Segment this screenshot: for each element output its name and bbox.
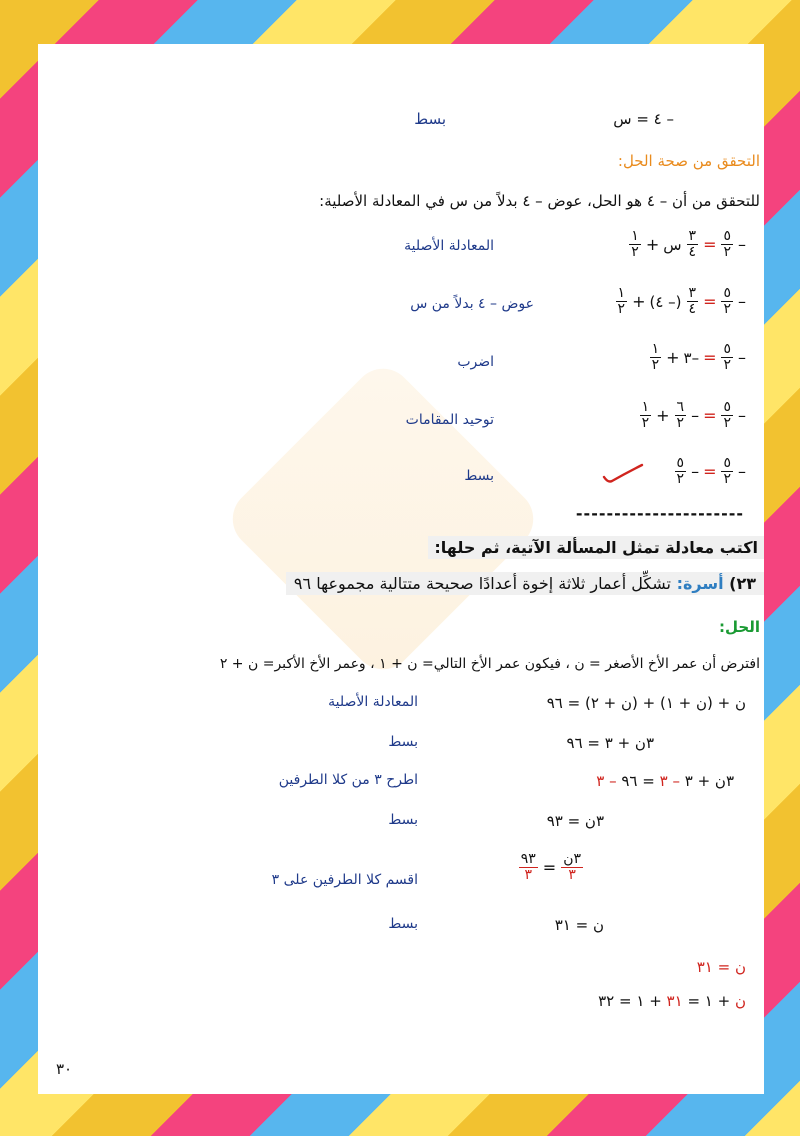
step-label: بسط	[414, 110, 446, 128]
verify-step-2-label: عوض – ٤ بدلاً من س	[410, 296, 534, 312]
background-watermark	[220, 356, 545, 681]
verify-step-1-equation: $\frac{١}{٢}$ + س $\frac{٣}{٤}$ = $\frac{٥}{٢}$ –	[631, 228, 746, 261]
verify-step-3-label: اضرب	[457, 354, 494, 370]
solution-step-4-equation: ٣ن = ٩٣	[546, 812, 604, 830]
result-equation: – ٤ = س	[613, 110, 674, 128]
separator-dashes: ----------------------	[575, 504, 744, 523]
verify-intro: للتحقق من أن – ٤ هو الحل، عوض – ٤ بدلاً من س في المعادلة الأصلية:	[319, 192, 760, 210]
verify-step-5-label: بسط	[464, 468, 494, 484]
assumption-text: افترض أن عمر الأخ الأصغر = ن ، فيكون عمر الأخ التالي= ن + ١ ، وعمر الأخ الأكبر= ن + ٢	[219, 656, 760, 672]
verify-step-4-equation: $\frac{١}{٢}$ + $\frac{٦}{٢}$ – = $\frac{٥}{٢}$ –	[641, 399, 746, 432]
final-answer: ن = ٣١	[696, 958, 746, 976]
verify-step-4-label: توحيد المقامات	[405, 412, 494, 428]
solution-step-2-label: بسط	[388, 734, 418, 750]
solution-step-5-equation: $\frac{\text{٣ن}}{٣}$ = $\frac{٩٣}{٣}$	[520, 851, 581, 884]
solution-step-4-label: بسط	[388, 812, 418, 828]
checkmark-icon	[600, 459, 644, 485]
problem-topic: أسرة:	[676, 574, 724, 593]
verify-step-3-equation: $\frac{١}{٢}$ + –٣ = $\frac{٥}{٢}$ –	[651, 341, 746, 374]
verify-step-5-equation: $\frac{٥}{٢}$ – = $\frac{٥}{٢}$ –	[600, 456, 746, 488]
verify-step-2-equation: $\frac{١}{٢}$ + (– ٤) $\frac{٣}{٤}$ = $\frac{٥}{٢}$ –	[617, 285, 746, 318]
problem-text: تشكِّل أعمار ثلاثة إخوة أعدادًا صحيحة متتالية مجموعها ٩٦	[293, 574, 671, 593]
final-check: ن + ١ = ٣١ + ١ = ٣٢	[598, 992, 746, 1010]
solution-step-6-label: بسط	[388, 916, 418, 932]
page-number: ٣٠	[56, 1060, 73, 1078]
problem-statement	[286, 572, 764, 595]
solution-step-1-equation: ن + (ن + ١) + (ن + ٢) = ٩٦	[546, 694, 746, 712]
solution-step-3-label: اطرح ٣ من كلا الطرفين	[278, 772, 418, 788]
task-heading: اكتب معادلة تمثل المسألة الآتية، ثم حلها:	[428, 536, 764, 559]
solution-label: الحل:	[719, 618, 760, 636]
problem-number: ٢٣)	[729, 574, 756, 593]
document-page	[38, 44, 764, 1094]
verify-title: التحقق من صحة الحل:	[617, 152, 760, 170]
solution-step-3-equation: ٣ن + ٣ – ٣ = ٩٦ – ٣	[596, 772, 734, 790]
verify-step-1-label: المعادلة الأصلية	[404, 238, 494, 254]
solution-step-1-label: المعادلة الأصلية	[328, 694, 418, 710]
solution-step-2-equation: ٣ن + ٣ = ٩٦	[566, 734, 654, 752]
solution-step-6-equation: ن = ٣١	[554, 916, 604, 934]
solution-step-5-label: اقسم كلا الطرفين على ٣	[271, 872, 418, 888]
